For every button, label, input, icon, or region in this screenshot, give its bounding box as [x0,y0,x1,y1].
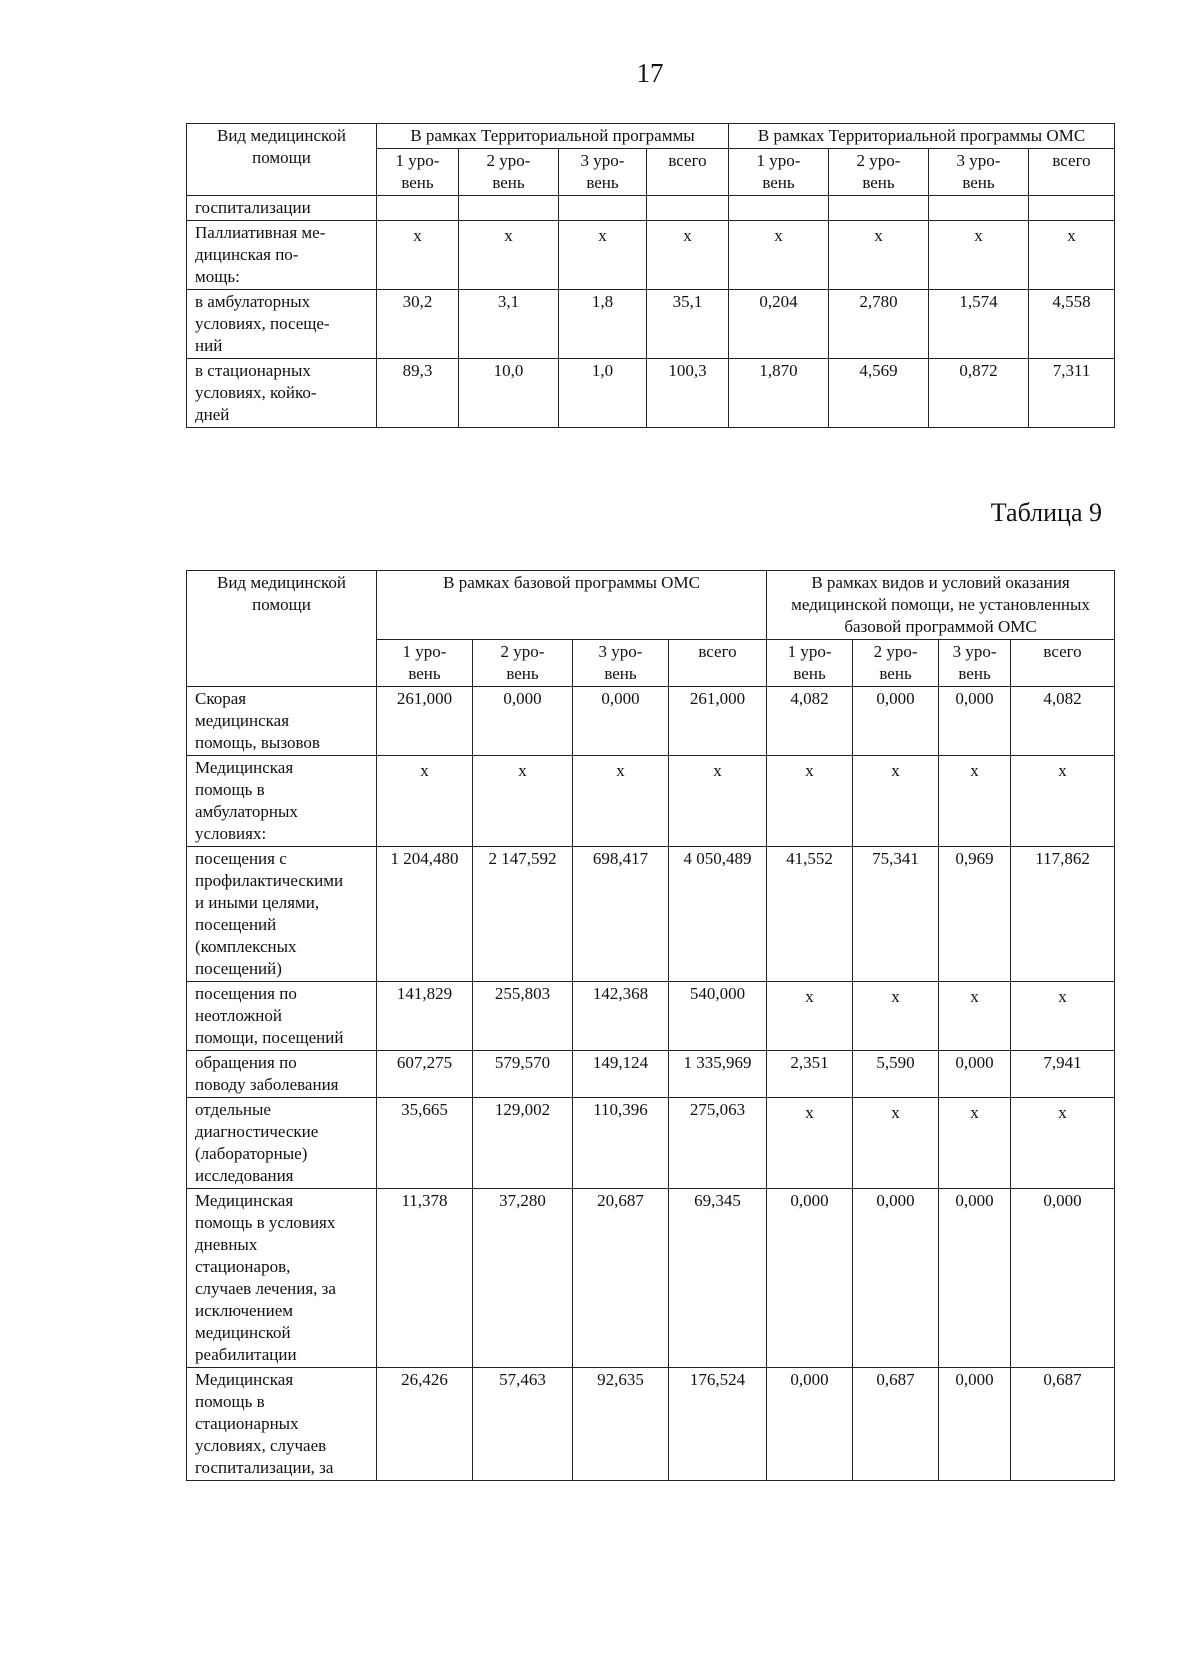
subcolumn-header: всего [669,640,767,687]
table-caption: Таблица 9 [990,498,1102,527]
table-cell: 117,862 [1011,847,1115,982]
table-cell: х [767,756,853,847]
column-group-header: В рамках видов и условий оказания медицинской помощи, не установленных базовой программой ОМС [767,571,1115,640]
table-row [187,687,1115,756]
table-cell: 2,780 [829,290,929,359]
table-cell: 26,426 [377,1368,473,1481]
table-cell: 1 335,969 [669,1051,767,1098]
table-row [187,290,1115,359]
table-cell: 275,063 [669,1098,767,1189]
table-cell: 4,558 [1029,290,1115,359]
table-cell: 176,524 [669,1368,767,1481]
table-cell: х [573,756,669,847]
table-row [187,1051,1115,1098]
table-cell: 141,829 [377,982,473,1051]
table-cell: 579,570 [473,1051,573,1098]
table-cell: х [767,1098,853,1189]
table-header-row [187,571,1115,640]
table-cell: 0,000 [767,1189,853,1368]
table-cell: 261,000 [669,687,767,756]
table-cell: х [767,982,853,1051]
table-cell: 10,0 [459,359,559,428]
table-cell: 1,870 [729,359,829,428]
row-label: в амбулаторных условиях, посеще- ний [187,290,377,359]
row-label: посещения с профилактическими и иными целями, посещений (комплексных посещений) [187,847,377,982]
subcolumn-header: всего [1029,149,1115,196]
table-row [187,1368,1115,1481]
table-cell: 11,378 [377,1189,473,1368]
table-cell [1029,196,1115,221]
table-cell: 4,082 [767,687,853,756]
table-row [187,359,1115,428]
row-label: Скорая медицинская помощь, вызовов [187,687,377,756]
table-cell: 35,665 [377,1098,473,1189]
row-label: Медицинская помощь в условиях дневных стационаров, случаев лечения, за исключением медицинской реабилитации [187,1189,377,1368]
subcolumn-header: 1 уро- вень [377,149,459,196]
table-row [187,982,1115,1051]
table-1 [186,123,1115,428]
table-cell: 540,000 [669,982,767,1051]
table-cell: 0,204 [729,290,829,359]
table-cell: 35,1 [647,290,729,359]
table-cell: х [853,756,939,847]
table-cell: 89,3 [377,359,459,428]
table-cell: 37,280 [473,1189,573,1368]
table-cell: х [939,1098,1011,1189]
page-number: 17 [636,58,664,88]
row-label: госпитализации [187,196,377,221]
table-cell: 0,000 [853,687,939,756]
table-row [187,196,1115,221]
table-cell: х [1011,982,1115,1051]
subcolumn-header: 1 уро- вень [767,640,853,687]
table-cell: 4,082 [1011,687,1115,756]
subcolumn-header: 3 уро- вень [559,149,647,196]
table-cell [829,196,929,221]
table-cell: х [853,1098,939,1189]
table-cell: 41,552 [767,847,853,982]
table-cell: 4,569 [829,359,929,428]
row-label: отдельные диагностические (лабораторные) исследования [187,1098,377,1189]
table-cell: 0,000 [939,687,1011,756]
table-cell: 92,635 [573,1368,669,1481]
row-label: посещения по неотложной помощи, посещений [187,982,377,1051]
table-cell: х [473,756,573,847]
table-cell: х [1011,756,1115,847]
table-cell: х [939,756,1011,847]
table-row [187,756,1115,847]
table-cell: 0,000 [1011,1189,1115,1368]
table-cell: 1,0 [559,359,647,428]
table-header-row [187,124,1115,149]
row-label: Медицинская помощь в стационарных условиях, случаев госпитализации, за [187,1368,377,1481]
table-cell: х [853,982,939,1051]
table-cell: 0,000 [473,687,573,756]
table-cell [929,196,1029,221]
table-cell: 30,2 [377,290,459,359]
table-cell: 2 147,592 [473,847,573,982]
table-cell: х [929,221,1029,290]
table-cell: 0,000 [939,1368,1011,1481]
table-2 [186,570,1115,1481]
table-cell: х [669,756,767,847]
column-group-header: В рамках Территориальной программы [377,124,729,149]
table-row [187,1189,1115,1368]
subcolumn-header: 3 уро- вень [929,149,1029,196]
subcolumn-header: 2 уро- вень [829,149,929,196]
table-cell: 69,345 [669,1189,767,1368]
table-cell [729,196,829,221]
table-cell: 0,687 [853,1368,939,1481]
table-cell: 607,275 [377,1051,473,1098]
table-cell: 0,000 [573,687,669,756]
subcolumn-header: 3 уро- вень [939,640,1011,687]
table-cell: 1,574 [929,290,1029,359]
subcolumn-header: всего [1011,640,1115,687]
row-label: Паллиативная ме- дицинская по- мощь: [187,221,377,290]
table-cell: х [377,756,473,847]
row-label: Медицинская помощь в амбулаторных условиях: [187,756,377,847]
table-cell: 255,803 [473,982,573,1051]
table-cell: 5,590 [853,1051,939,1098]
subcolumn-header: 1 уро- вень [377,640,473,687]
table-cell: х [459,221,559,290]
table-cell: 0,000 [939,1051,1011,1098]
table-cell: 0,687 [1011,1368,1115,1481]
column-header-type: Вид медицинской помощи [187,124,377,196]
subcolumn-header: 1 уро- вень [729,149,829,196]
table-cell: 75,341 [853,847,939,982]
table-cell: х [729,221,829,290]
table-cell: 0,969 [939,847,1011,982]
table-cell: 129,002 [473,1098,573,1189]
subcolumn-header: 2 уро- вень [459,149,559,196]
table-cell: х [829,221,929,290]
table-cell: 57,463 [473,1368,573,1481]
table-row [187,847,1115,982]
table-cell [559,196,647,221]
table-cell: 7,941 [1011,1051,1115,1098]
table-cell: 0,000 [939,1189,1011,1368]
table-cell: х [1029,221,1115,290]
subcolumn-header: всего [647,149,729,196]
table-cell: 100,3 [647,359,729,428]
table-cell: 7,311 [1029,359,1115,428]
table-row [187,221,1115,290]
table-cell: х [939,982,1011,1051]
table-cell: 142,368 [573,982,669,1051]
table-cell: 0,872 [929,359,1029,428]
table-cell: 1,8 [559,290,647,359]
table-cell: х [1011,1098,1115,1189]
column-header-type: Вид медицинской помощи [187,571,377,687]
table-cell [377,196,459,221]
subcolumn-header: 3 уро- вень [573,640,669,687]
table-cell: 261,000 [377,687,473,756]
subcolumn-header: 2 уро- вень [473,640,573,687]
table-cell: 3,1 [459,290,559,359]
table-cell: х [559,221,647,290]
column-group-header: В рамках базовой программы ОМС [377,571,767,640]
row-label: в стационарных условиях, койко- дней [187,359,377,428]
column-group-header: В рамках Территориальной программы ОМС [729,124,1115,149]
table-cell: 110,396 [573,1098,669,1189]
table-row [187,1098,1115,1189]
table-cell: 0,000 [853,1189,939,1368]
table-cell: х [377,221,459,290]
table-cell: 0,000 [767,1368,853,1481]
table-cell: 20,687 [573,1189,669,1368]
table-cell: 1 204,480 [377,847,473,982]
table-cell: 149,124 [573,1051,669,1098]
table-cell [647,196,729,221]
table-cell: х [647,221,729,290]
table-cell [459,196,559,221]
table-cell: 4 050,489 [669,847,767,982]
row-label: обращения по поводу заболевания [187,1051,377,1098]
table-cell: 698,417 [573,847,669,982]
subcolumn-header: 2 уро- вень [853,640,939,687]
table-cell: 2,351 [767,1051,853,1098]
